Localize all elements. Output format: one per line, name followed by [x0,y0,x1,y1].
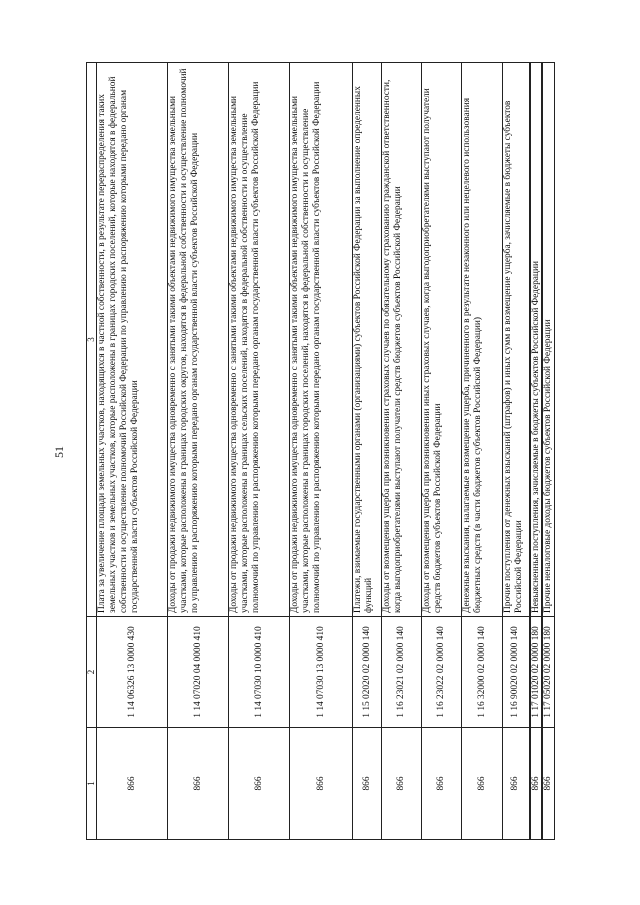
revenue-name-cell: Доходы от возмещения ущерба при возникновении иных страховых случаев, когда выгодоприобретателями выступают получатели средств бюджетов субъектов Российской Федерации [422,63,462,617]
budget-code-cell: 1 14 07020 04 0000 410 [168,617,229,728]
rotated-table-container [86,62,558,840]
table-row [542,63,554,840]
revenue-name-cell: Денежные взыскания, налагаемые в возмещение ущерба, причиненного в результате незаконного или нецелевого использования бюджетных средств (в части бюджетов субъектов Российской Федерации) [462,63,503,617]
table-row [530,63,543,840]
revenue-name-cell: Доходы от продажи недвижимого имущества одновременно с занятыми такими объектами недвижимого имущества земельными участками, которые расположены в границах городских округов, находятся в федеральной собственности и осуществление полномочий по управлению и распоряжению которыми передано органам государственной власти субъектов Российской Федерации [168,63,229,617]
budget-code-cell: 1 17 01020 02 0000 180 [530,617,543,728]
revenue-codes-table [86,62,555,840]
table-row [353,63,382,840]
header-col-3: 3 [87,63,97,617]
table-row [422,63,462,840]
budget-code-cell: 1 14 06326 13 0000 430 [97,617,168,728]
table-row [97,63,168,840]
revenue-name-cell: Плата за увеличение площади земельных участков, находящихся в частной собственности, в результате перераспределения таких земельных участков и земельных участков, которые расположены в границах городских поселений, которые находятся в федеральной собственности и осуществление полномочий Российской Федерации по управлению и распоряжению которыми передано органам государственной власти субъектов Российской Федерации [97,63,168,617]
admin-code-cell: 866 [542,728,554,840]
budget-code-cell: 1 16 23021 02 0000 140 [382,617,422,728]
table-row [290,63,353,840]
revenue-name-cell: Доходы от продажи недвижимого имущества одновременно с занятыми такими объектами недвижимого имущества земельными участками, которые расположены в границах сельских поселений, находятся в федеральной собственности и осуществление полномочий по управлению и распоряжению которыми передано органам государственной власти субъектов Российской Федерации [229,63,290,617]
revenue-name-cell: Доходы от продажи недвижимого имущества одновременно с занятыми такими объектами недвижимого имущества земельными участками, которые расположены в границах городских поселений, находятся в федеральной собственности и осуществление полномочий по управлению и распоряжению которыми передано органам государственной власти субъектов Российской Федерации [290,63,353,617]
budget-code-cell: 1 16 23022 02 0000 140 [422,617,462,728]
admin-code-cell: 866 [503,728,530,840]
admin-code-cell: 866 [168,728,229,840]
admin-code-cell: 866 [382,728,422,840]
admin-code-cell: 866 [530,728,543,840]
admin-code-cell: 866 [97,728,168,840]
table-row [503,63,530,840]
table-row [382,63,422,840]
revenue-name-cell: Платежи, взимаемые государственными органами (организациями) субъектов Российской Федерации за выполнение определенных функций [353,63,382,617]
table-row [229,63,290,840]
revenue-name-cell: Невыясненные поступления, зачисляемые в бюджеты субъектов Российской Федерации [530,63,543,617]
revenue-name-cell: Доходы от возмещения ущерба при возникновении страховых случаев по обязательному страхованию гражданской ответственности, когда выгодоприобретателями выступают получатели средств бюджетов субъектов Российской Федерации [382,63,422,617]
revenue-name-cell: Прочие неналоговые доходы бюджетов субъектов Российской Федерации [542,63,554,617]
admin-code-cell: 866 [290,728,353,840]
budget-code-cell: 1 17 05020 02 0000 180 [542,617,554,728]
header-col-1: 1 [87,728,97,840]
revenue-name-cell: Прочие поступления от денежных взысканий (штрафов) и иных сумм в возмещение ущерба, зачисляемые в бюджеты субъектов Российской Федерации [503,63,530,617]
admin-code-cell: 866 [353,728,382,840]
budget-code-cell: 1 14 07030 13 0000 410 [290,617,353,728]
header-col-2: 2 [87,617,97,728]
admin-code-cell: 866 [229,728,290,840]
budget-code-cell: 1 16 32000 02 0000 140 [462,617,503,728]
table-header-row [87,63,97,840]
table-row [168,63,229,840]
budget-code-cell: 1 16 90020 02 0000 140 [503,617,530,728]
budget-code-cell: 1 14 07030 10 0000 410 [229,617,290,728]
page-number: 51 [52,446,66,458]
admin-code-cell: 866 [422,728,462,840]
admin-code-cell: 866 [462,728,503,840]
budget-code-cell: 1 15 02020 02 0000 140 [353,617,382,728]
table-row [462,63,503,840]
